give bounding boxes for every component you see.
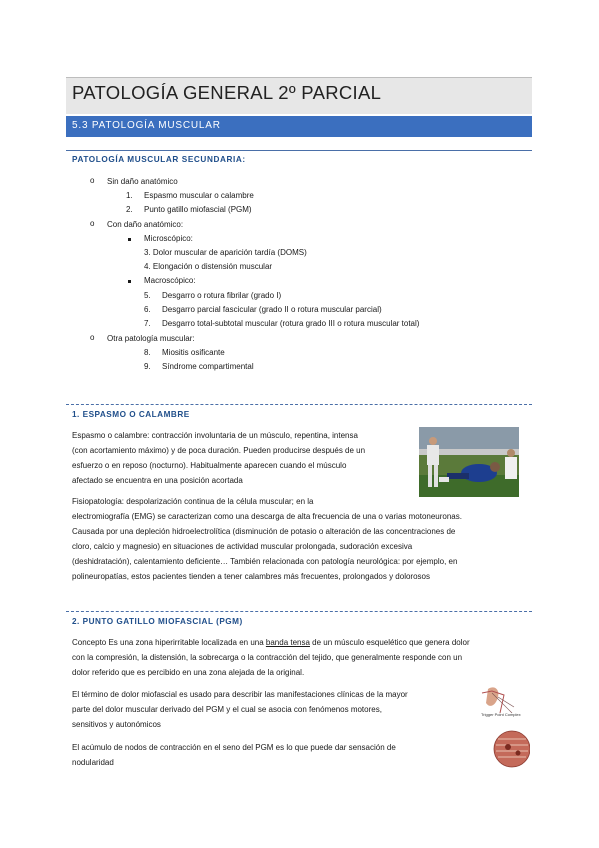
page-title: PATOLOGÍA GENERAL 2º PARCIAL xyxy=(72,82,382,103)
text-line: dolor referido que es percibido en una zona alejada de la original. xyxy=(72,668,305,677)
outline-group: Con daño anatómico: xyxy=(107,220,184,229)
athlete-photo xyxy=(419,427,519,497)
paragraph xyxy=(72,428,365,488)
section-title: 1. ESPASMO O CALAMBRE xyxy=(72,410,190,419)
text-line: electromiografía (EMG) se caracterizan como una descarga de alta frecuencia de una o varias motoneuronas. xyxy=(72,512,462,521)
text-span: de un músculo esquelético que genera dolor xyxy=(309,638,470,647)
list-number: 6. xyxy=(144,305,151,314)
divider xyxy=(66,404,532,405)
list-number: 1. xyxy=(126,191,133,200)
text-line: Espasmo o calambre: contracción involuntaria de un músculo, repentina, intensa xyxy=(72,431,358,440)
square-bullet-icon xyxy=(128,280,131,283)
circle-bullet-icon: o xyxy=(90,219,95,228)
text-line: Fisiopatología: despolarización continua de la célula muscular; en la xyxy=(72,497,314,506)
list-item: Miositis osificante xyxy=(162,348,225,357)
text-line xyxy=(72,635,470,650)
list-item: 4. Elongación o distensión muscular xyxy=(144,262,273,271)
list-item: Desgarro parcial fascicular (grado II o rotura muscular parcial) xyxy=(162,305,382,314)
paragraph xyxy=(72,635,470,680)
text-line: sensitivos y autonómicos xyxy=(72,720,161,729)
list-number: 5. xyxy=(144,291,151,300)
outline-heading: PATOLOGÍA MUSCULAR SECUNDARIA: xyxy=(72,155,246,164)
text-line: parte del dolor muscular derivado del PGM y el cual se asocia con fenómenos motores, xyxy=(72,705,382,714)
text-line: nodularidad xyxy=(72,758,114,767)
text-line: (con acortamiento máximo) y de poca duración. Pueden producirse después de un xyxy=(72,446,366,455)
section-bar-title: 5.3 PATOLOGÍA MUSCULAR xyxy=(72,120,221,131)
figure-label: Trigger Point Complex xyxy=(481,712,521,717)
divider xyxy=(66,611,532,612)
square-bullet-icon xyxy=(128,238,131,241)
circle-bullet-icon: o xyxy=(90,176,95,185)
list-item: 3. Dolor muscular de aparición tardía (DOMS) xyxy=(144,248,307,257)
paragraph xyxy=(72,494,462,584)
list-item: Espasmo muscular o calambre xyxy=(144,191,254,200)
list-item: Punto gatillo miofascial (PGM) xyxy=(144,205,252,214)
text-line: (deshidratación), calentamiento deficiente… También relacionada con patología neurológica: por ejemplo, en xyxy=(72,557,458,566)
list-number: 9. xyxy=(144,362,151,371)
list-item: Síndrome compartimental xyxy=(162,362,254,371)
text-line: Causada por una depleción hidroelectrolítica (disminución de potasio o alteración de las concentraciones de xyxy=(72,527,456,536)
paragraph xyxy=(72,740,396,770)
text-line: esfuerzo o en reposo (nocturno). Habitualmente aparecen cuando el músculo xyxy=(72,461,347,470)
outline-group: Sin daño anatómico xyxy=(107,177,178,186)
divider xyxy=(66,150,532,151)
circle-bullet-icon: o xyxy=(90,333,95,342)
list-item: Desgarro total-subtotal muscular (rotura grado III o rotura muscular total) xyxy=(162,319,420,328)
outline-subgroup: Macroscópico: xyxy=(144,276,196,285)
section-title: 2. PUNTO GATILLO MIOFASCIAL (PGM) xyxy=(72,617,243,626)
list-number: 2. xyxy=(126,205,133,214)
text-span: Concepto Es una zona hiperirritable localizada en una xyxy=(72,638,266,647)
text-line: polineuropatías, estos pacientes tienden a tener calambres más frecuentes, prolongados y dolorosos xyxy=(72,572,430,581)
text-line: El acúmulo de nodos de contracción en el seno del PGM es lo que puede dar sensación de xyxy=(72,743,396,752)
text-line: cloro, calcio y magnesio) en situaciones de actividad muscular prolongada, sudoración excesiva xyxy=(72,542,413,551)
text-line: El término de dolor miofascial es usado para describir las manifestaciones clínicas de la mayor xyxy=(72,690,408,699)
text-line: afectado se encuentra en una posición acortada xyxy=(72,476,243,485)
trigger-point-figure xyxy=(478,683,530,773)
outline-group: Otra patología muscular: xyxy=(107,334,195,343)
paragraph xyxy=(72,687,408,732)
outline-subgroup: Microscópico: xyxy=(144,234,193,243)
list-number: 7. xyxy=(144,319,151,328)
underlined-term: banda tensa xyxy=(265,638,310,647)
text-line: con la compresión, la distensión, la sobrecarga o la contracción del tejido, que generalmente responde con un xyxy=(72,653,463,662)
list-number: 8. xyxy=(144,348,151,357)
list-item: Desgarro o rotura fibrilar (grado I) xyxy=(162,291,282,300)
